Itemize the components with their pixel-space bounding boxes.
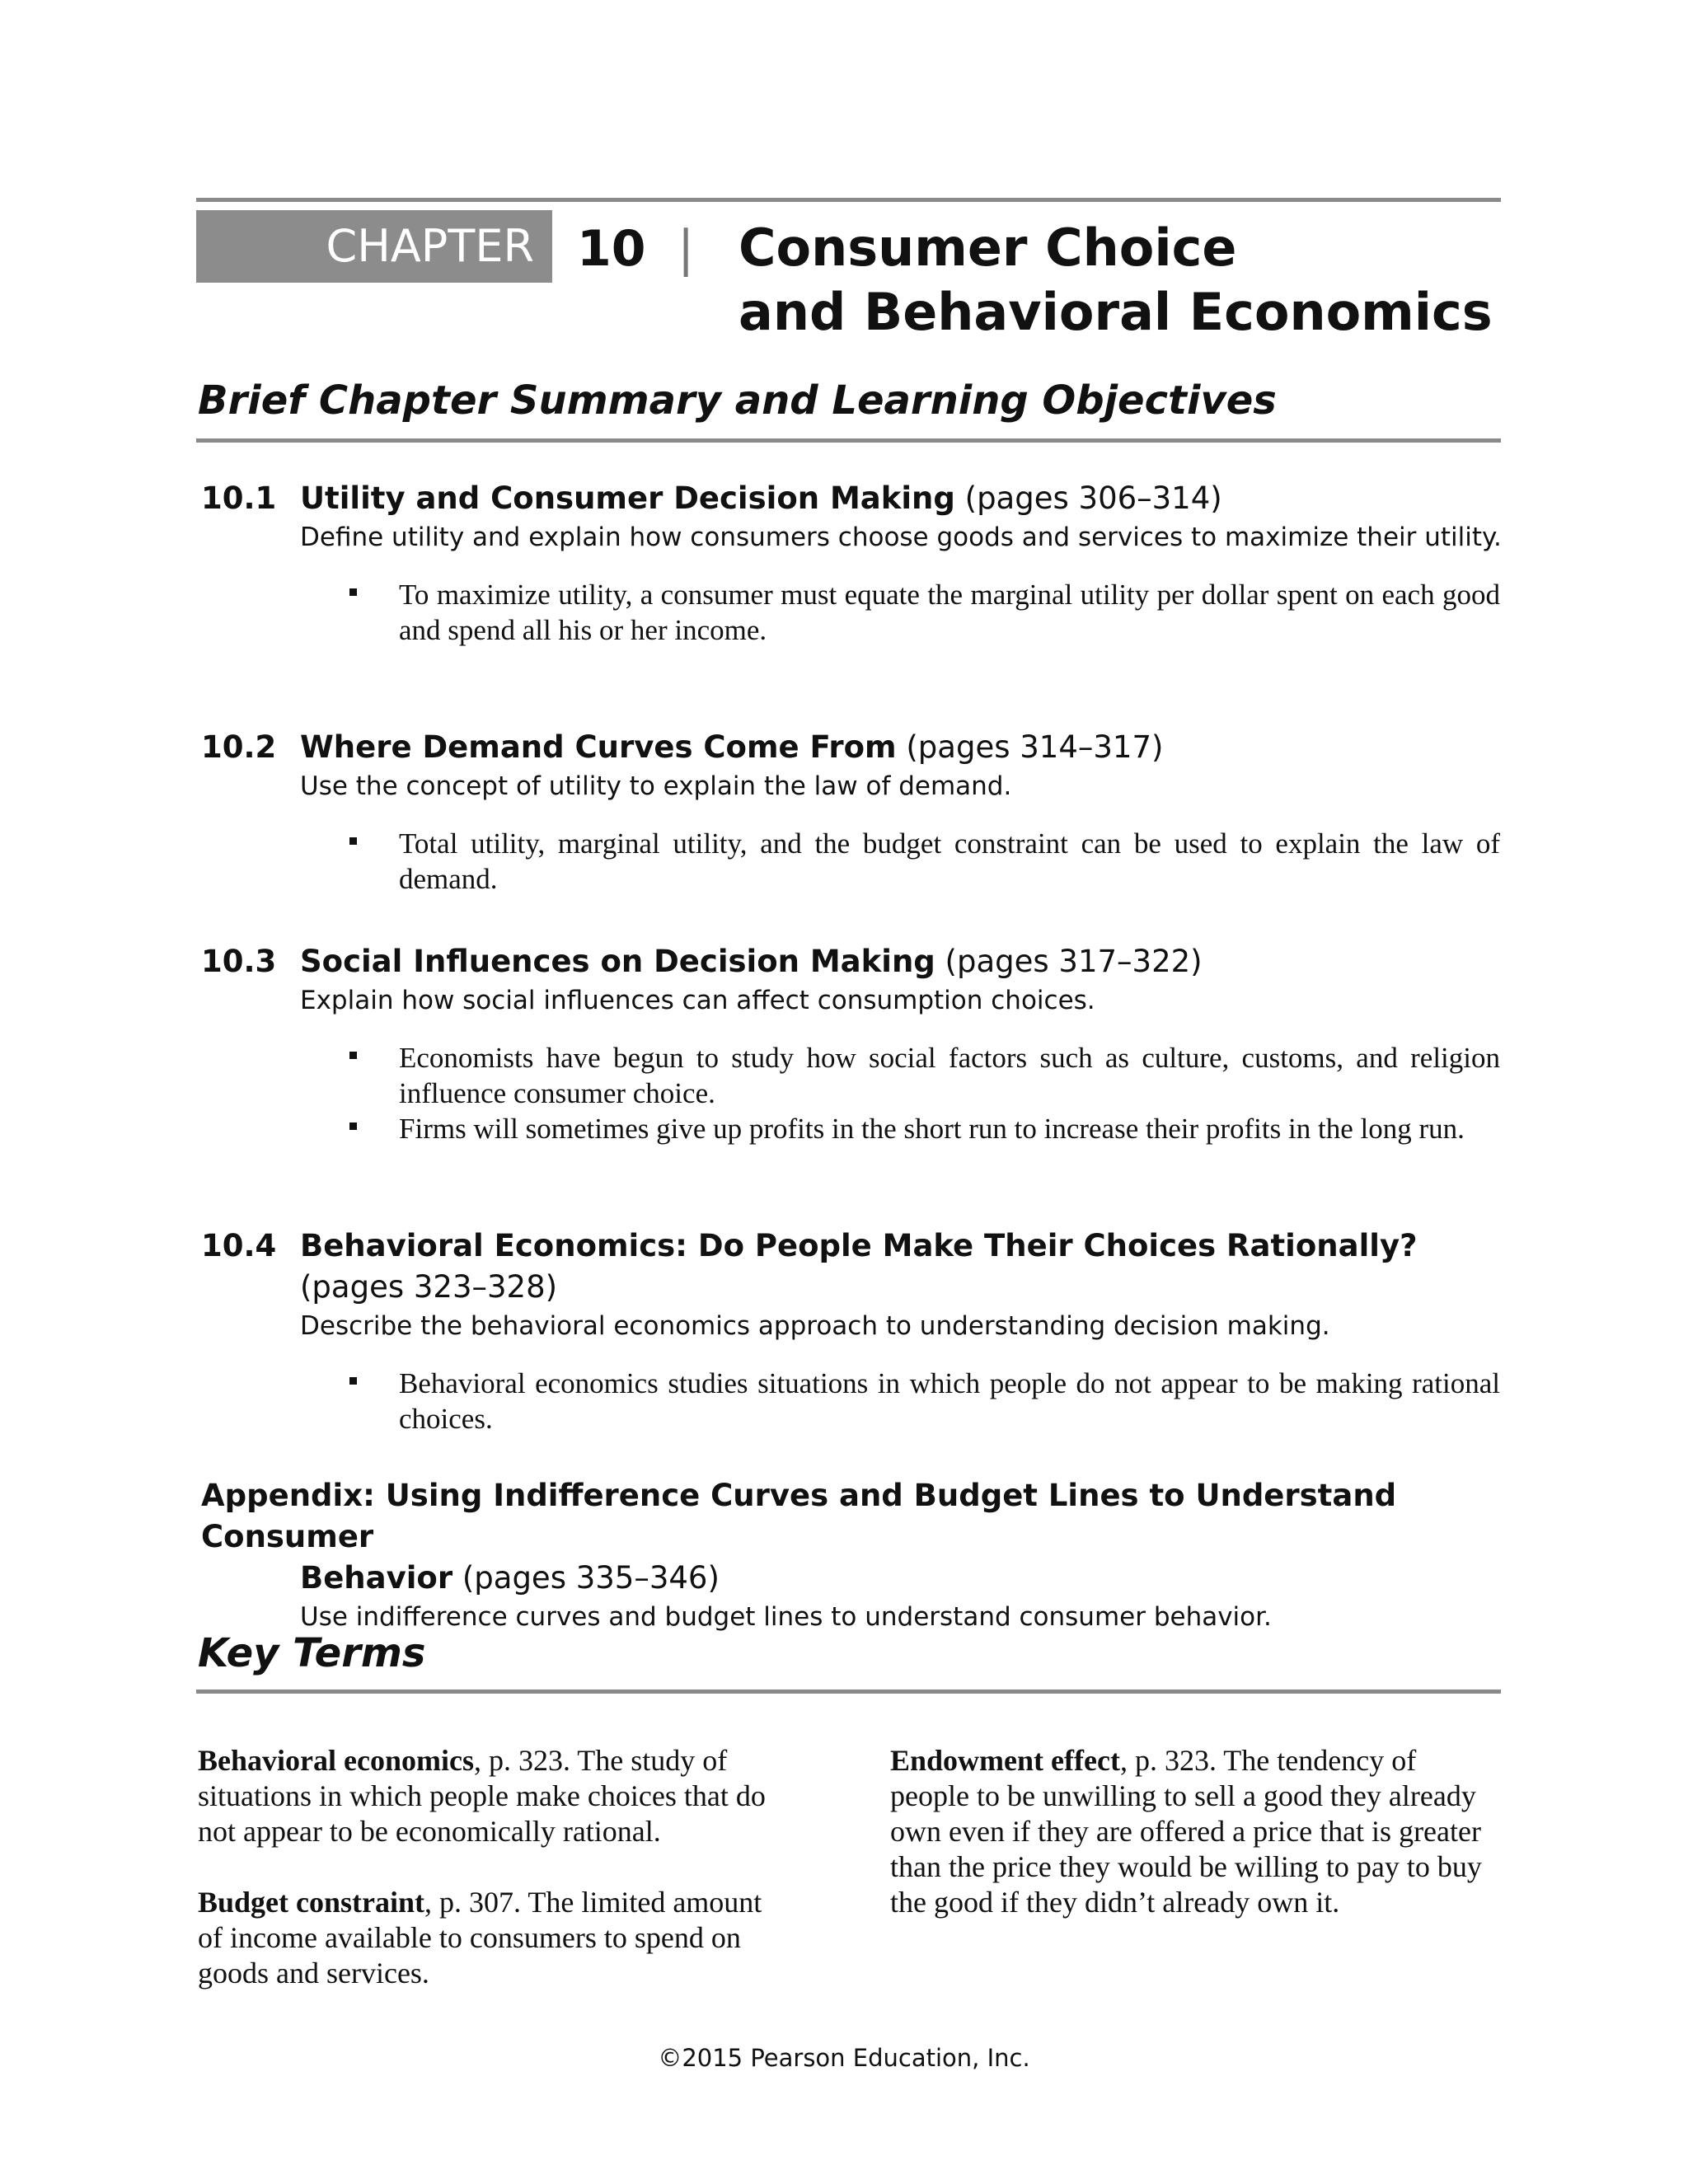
bullet-item: To maximize utility, a consumer must equate the marginal utility per dollar spent on each good and spend all his or her income.	[399, 577, 1503, 648]
appendix-pages: (pages 335–346)	[462, 1560, 720, 1596]
bullet-item: Total utility, marginal utility, and the budget constraint can be used to explain the law of demand.	[399, 826, 1503, 897]
key-term	[890, 1743, 1500, 1920]
objective-number: 10.4	[201, 1228, 277, 1263]
objective-pages: (pages 314–317)	[906, 729, 1164, 765]
square-bullet-icon	[349, 588, 357, 596]
square-bullet-icon	[349, 837, 357, 845]
objective-heading	[201, 478, 1503, 519]
key-term-definition: , p. 323. The study of situations in which people make choices that do not appear to be economically rational.	[198, 1744, 766, 1848]
objective-10-4	[201, 1226, 1503, 1436]
appendix-heading-line2	[201, 1558, 1503, 1599]
objective-description: Use the concept of utility to explain the law of demand.	[300, 771, 1012, 801]
objective-number: 10.1	[201, 480, 277, 516]
square-bullet-icon	[349, 1122, 357, 1130]
objective-pages: (pages 306–314)	[964, 480, 1222, 516]
summary-rule	[196, 438, 1501, 443]
objective-pages: (pages 317–322)	[945, 944, 1203, 979]
square-bullet-icon	[349, 1377, 357, 1385]
objective-title: Where Demand Curves Come From	[300, 729, 897, 765]
chapter-number: 10	[577, 220, 646, 278]
appendix-objective	[201, 1475, 1503, 1635]
appendix-title-line2: Behavior	[300, 1560, 453, 1596]
objective-number: 10.3	[201, 944, 277, 979]
objective-pages: (pages 323–328)	[300, 1269, 558, 1305]
key-term-name: Endowment effect	[890, 1744, 1120, 1777]
objective-description: Describe the behavioral economics approach to understanding decision making.	[300, 1311, 1330, 1341]
key-terms-column-right	[890, 1743, 1500, 1956]
objective-10-2	[201, 727, 1503, 897]
objective-title: Utility and Consumer Decision Making	[300, 480, 955, 516]
bullet-list	[201, 577, 1503, 648]
square-bullet-icon	[349, 1052, 357, 1059]
chapter-separator: |	[678, 220, 695, 278]
key-term-name: Budget constraint	[198, 1886, 425, 1919]
key-terms-column-left	[198, 1743, 791, 2027]
copyright-footer: ©2015 Pearson Education, Inc.	[658, 2044, 1030, 2072]
key-term-definition: , p. 323. The tendency of people to be unwilling to sell a good they already own even if they are offered a price that is greater than the price they would be willing to pay to buy the good if they didn’t already own it.	[890, 1744, 1482, 1919]
objective-10-1	[201, 478, 1503, 648]
objective-title: Behavioral Economics: Do People Make Their Choices Rationally?	[300, 1228, 1418, 1263]
bullet-item: Firms will sometimes give up profits in the short run to increase their profits in the long run.	[399, 1111, 1503, 1146]
key-terms-heading: Key Terms	[198, 1630, 426, 1676]
chapter-label-box: CHAPTER	[196, 210, 552, 283]
objective-number: 10.2	[201, 729, 277, 765]
chapter-title	[738, 216, 1493, 344]
objective-heading	[201, 1226, 1503, 1267]
objective-10-3	[201, 941, 1503, 1146]
appendix-heading	[201, 1475, 1503, 1558]
key-term	[198, 1885, 791, 1991]
objective-title: Social Influences on Decision Making	[300, 944, 935, 979]
key-term-name: Behavioral economics	[198, 1744, 474, 1777]
key-term-definition: , p. 307. The limited amount of income available to consumers to spend on goods and services.	[198, 1886, 762, 1990]
key-terms-rule	[196, 1690, 1501, 1694]
bullet-item: Behavioral economics studies situations in which people do not appear to be making rational choices.	[399, 1366, 1503, 1436]
summary-heading: Brief Chapter Summary and Learning Objectives	[198, 377, 1277, 424]
objective-description: Explain how social influences can affect consumption choices.	[300, 986, 1095, 1015]
objective-heading	[201, 941, 1503, 982]
appendix-description: Use indifference curves and budget lines to understand consumer behavior.	[300, 1602, 1272, 1632]
bullet-list	[201, 826, 1503, 897]
chapter-title-line1: Consumer Choice	[738, 218, 1237, 278]
chapter-title-line2: and Behavioral Economics	[738, 282, 1493, 342]
key-term	[198, 1743, 791, 1849]
bullet-list	[201, 1040, 1503, 1146]
objective-heading	[201, 727, 1503, 768]
top-rule	[196, 198, 1501, 202]
objective-description: Define utility and explain how consumers choose goods and services to maximize their utility.	[300, 523, 1502, 552]
bullet-item: Economists have begun to study how social factors such as culture, customs, and religion influence consumer choice.	[399, 1040, 1503, 1111]
bullet-list	[201, 1366, 1503, 1436]
appendix-title-line1: Appendix: Using Indifference Curves and Budget Lines to Understand Consumer	[201, 1478, 1397, 1554]
